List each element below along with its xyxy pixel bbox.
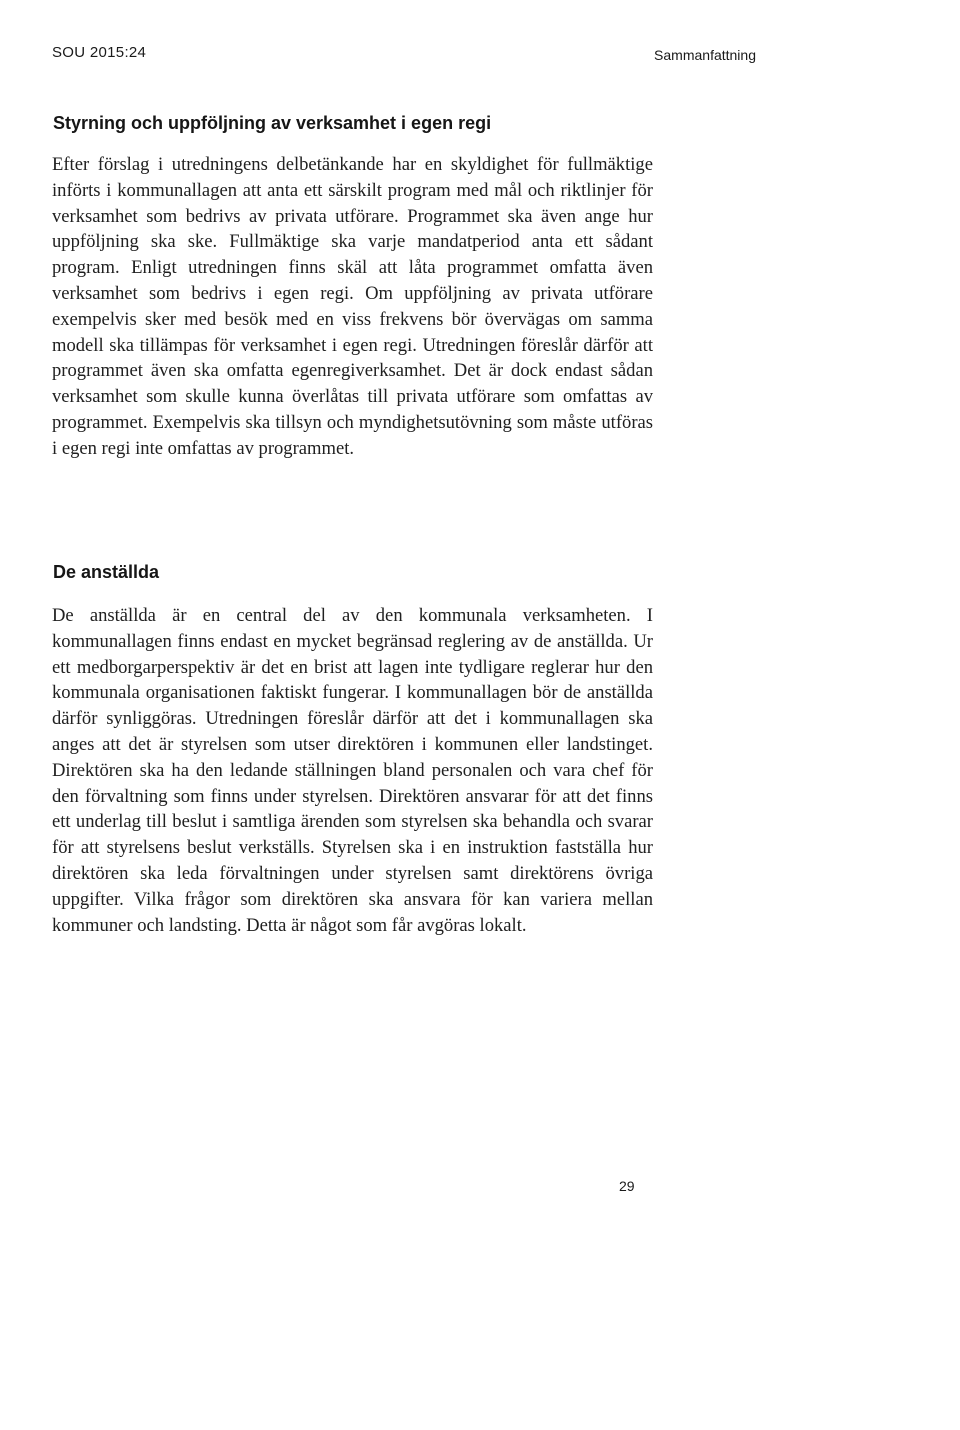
section-heading-governance: Styrning och uppföljning av verksamhet i egen regi: [53, 113, 492, 133]
report-id: SOU 2015:24: [52, 44, 147, 61]
section-heading-employees: De anställda: [53, 562, 160, 582]
section-paragraph-governance: Efter förslag i utredningens delbetänkande har en skyldighet för fullmäktige införts i kommunallagen att anta ett särskilt program med mål och riktlinjer för verksamhet som bedrivs av privata utförare. Programmet ska även ange hur uppföljning ska ske. Fullmäktige ska varje mandatperiod anta ett sådant program. Enligt utredningen finns skäl att låta programmet omfatta även verksamhet som bedrivs i egen regi. Om uppföljning av privata utförare exempelvis sker med besök med en viss frekvens bör övervägas om samma modell ska tillämpas för verksamhet i egen regi. Utredningen föreslår därför att programmet även ska omfatta egenregiverksamhet. Det är dock endast sådan verksamhet som skulle kunna överlåtas till privata utförare som omfattas av programmet. Exempelvis ska tillsyn och myndighetsutövning som måste utföras i egen regi inte omfattas av programmet.: [52, 154, 653, 459]
page-number: 29: [619, 1178, 635, 1194]
chapter-title: Sammanfattning: [654, 47, 756, 63]
section-paragraph-employees: De anställda är en central del av den kommunala verksamheten. I kommunallagen finns endast en mycket begränsad reglering av de anställda. Ur ett medborgarperspektiv är det en brist att lagen inte tydligare reglerar hur den kommunala organisationen faktiskt fungerar. I kommunallagen bör de anställda därför synliggöras. Utredningen föreslår därför att det i kommunallagen ska anges att det är styrelsen som utser direktören i kommunen eller landstinget. Direktören ska ha den ledande ställningen bland personalen och vara chef för den förvaltning som finns under styrelsen. Direktören ansvarar för att det finns ett underlag till beslut i samtliga ärenden som styrelsen ska behandla och svarar för att styrelsens beslut verkställs. Styrelsen ska i en instruktion fastställa hur direktören ska leda förvaltningen under styrelsen samt direktörens övriga uppgifter. Vilka frågor som direktören ska ansvara för kan variera mellan kommuner och landsting. Detta är något som får avgöras lokalt.: [52, 605, 653, 936]
